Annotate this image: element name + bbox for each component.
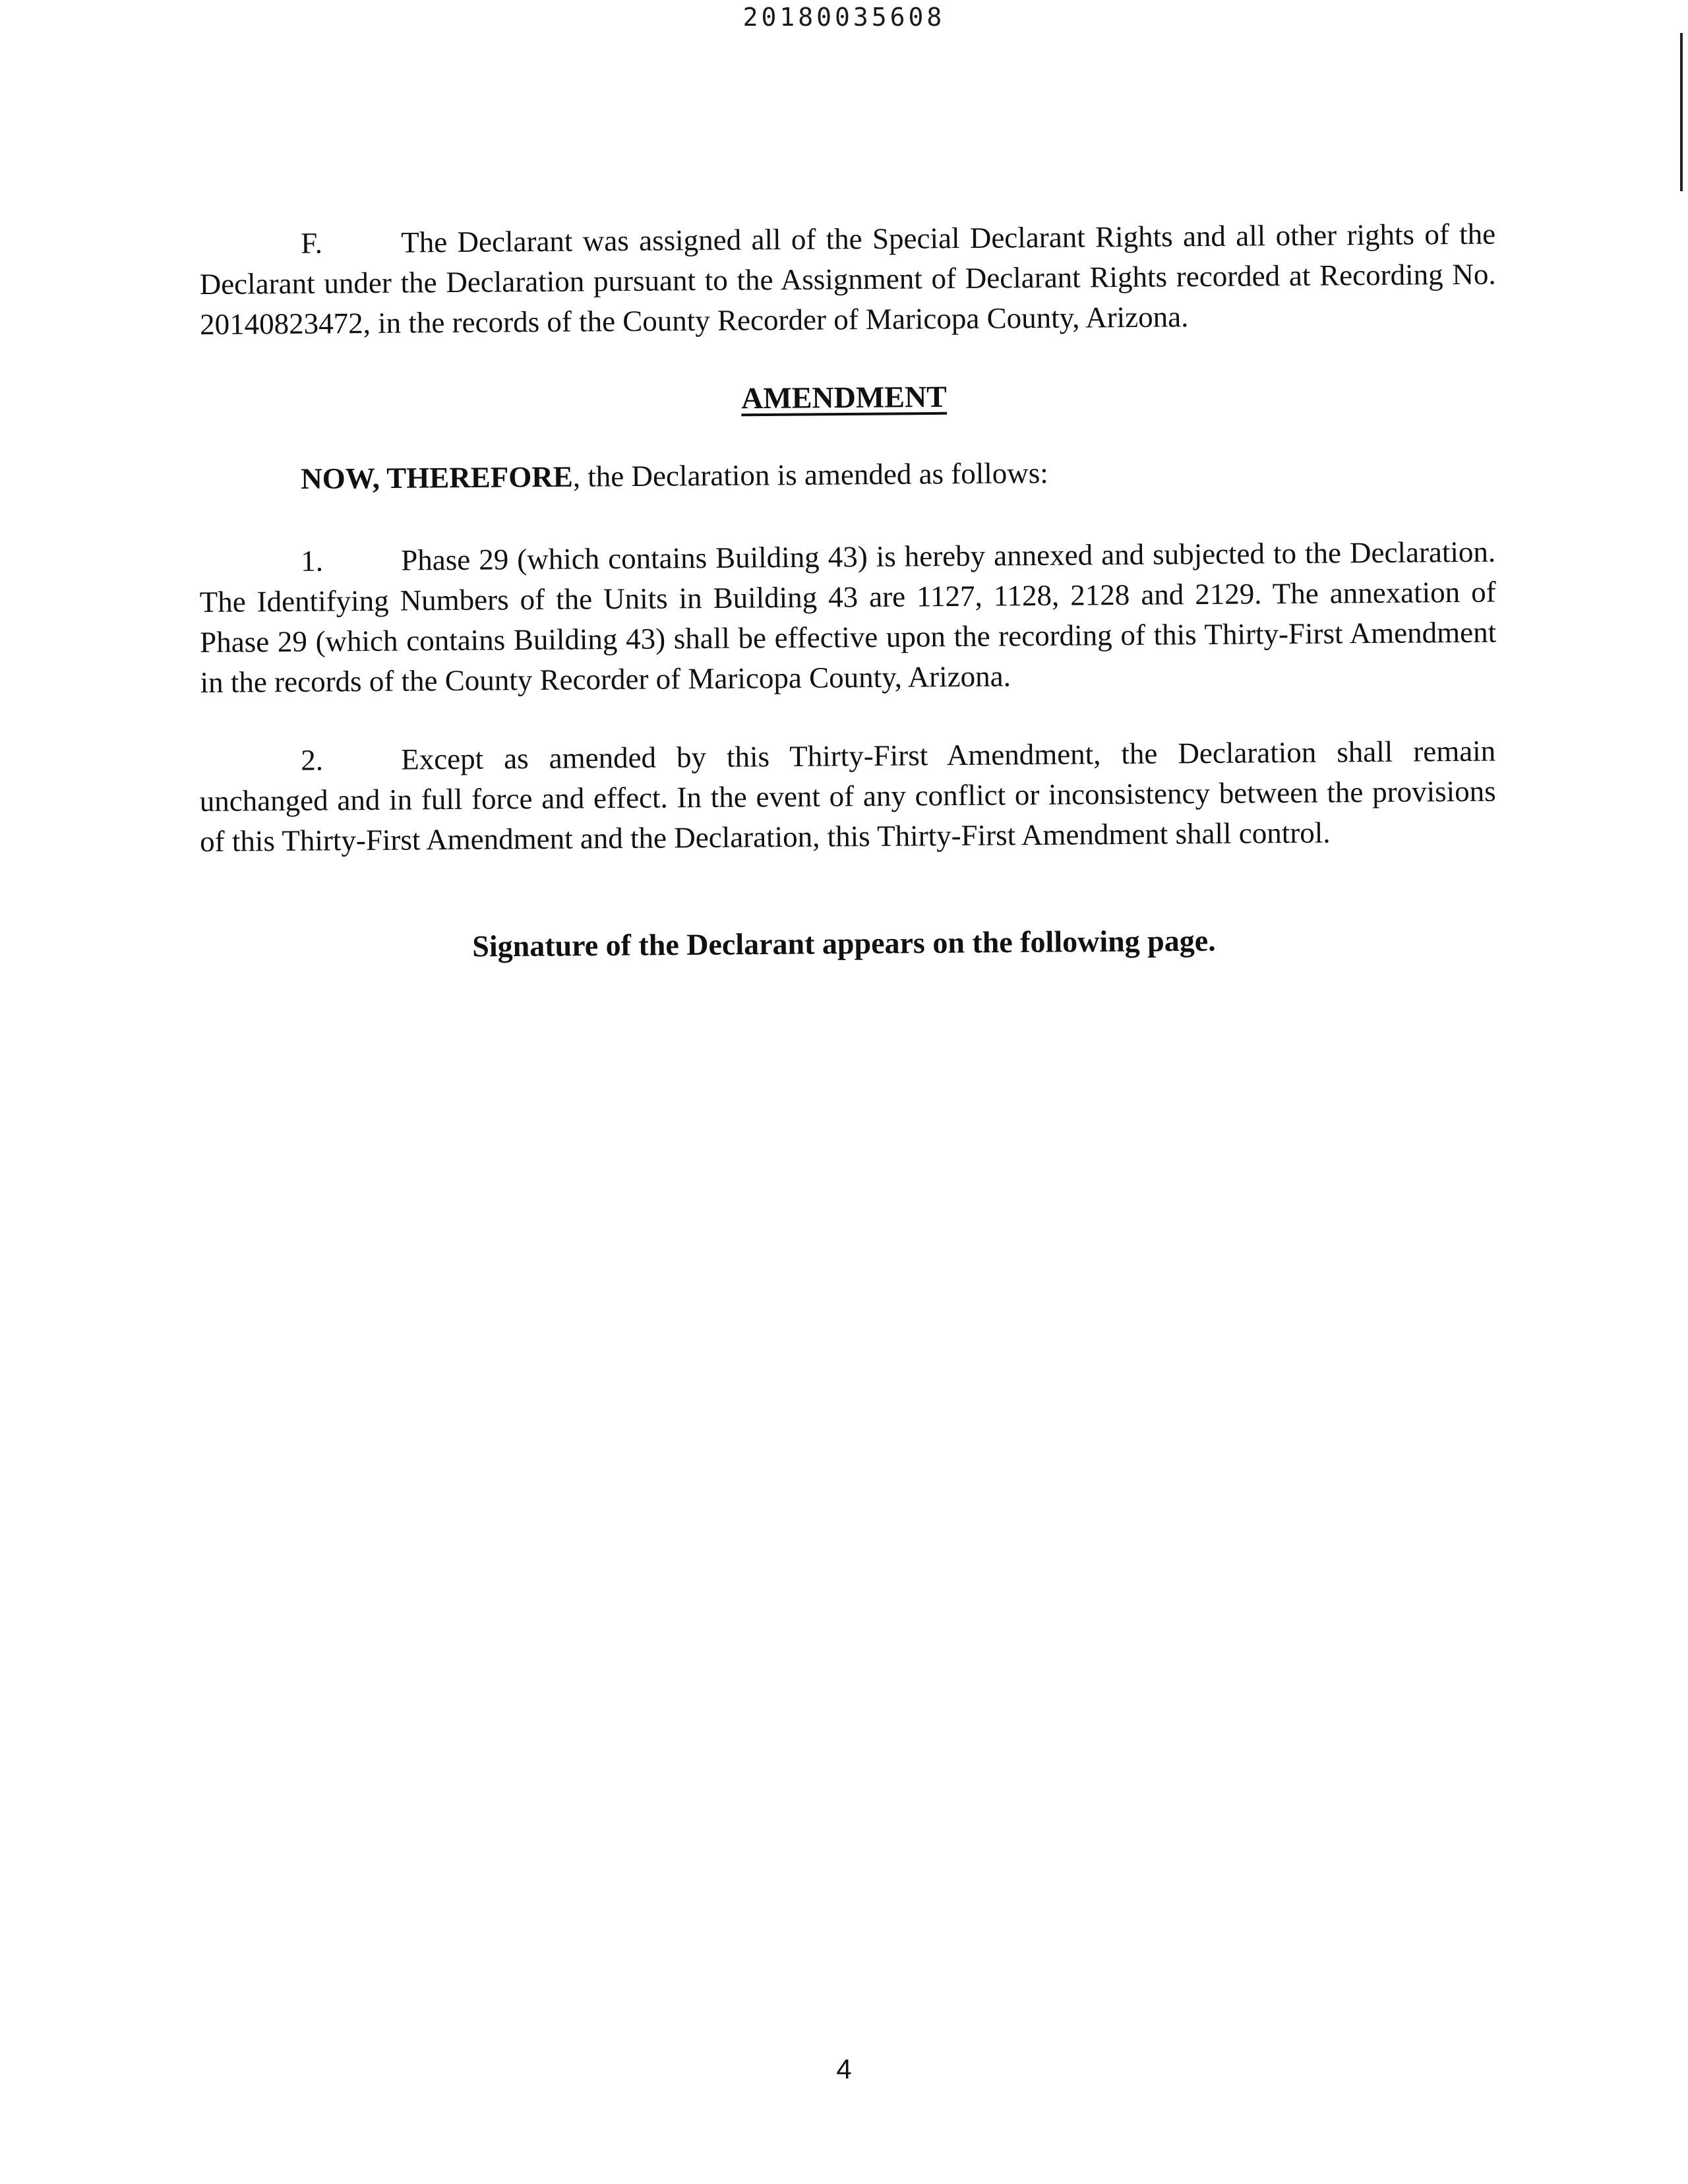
now-therefore-lead: NOW, THEREFORE: [301, 460, 573, 495]
page-number: 4: [836, 2053, 852, 2084]
paragraph-f-marker: F.: [301, 226, 323, 260]
signature-note: Signature of the Declarant appears on the following page.: [472, 923, 1216, 963]
recording-number: 20180035608: [742, 3, 946, 32]
item-1-text: Phase 29 (which contains Building 43) is hereby annexed and subjected to the Declaration. The Identifying Numbers of the Units in Building 43 are 1127, 1128, 2128 and 2129. The annexation of Phase 29 (which contains Building 43) shall be effective upon the recording of this Thirty-First Amendment in the records of the County Recorder of Maricopa County, Arizona.: [199, 535, 1497, 699]
item-1-marker: 1.: [301, 544, 324, 578]
amendment-item-1: [199, 532, 1497, 703]
amendment-heading: AMENDMENT: [740, 379, 948, 415]
item-2-marker: 2.: [301, 743, 324, 777]
now-therefore-rest: , the Declaration is amended as follows:: [572, 456, 1049, 493]
paragraph-f: [199, 214, 1496, 345]
amendment-item-2: [199, 731, 1496, 862]
paragraph-f-text: The Declarant was assigned all of the Special Declarant Rights and all other rights of the Declarant under the Declaration pursuant to the Assignment of Declarant Rights recorded at Recording No. 20140823472, in the records of the County Recorder of Maricopa County, Arizona.: [199, 217, 1496, 341]
scan-edge-mark: [1680, 33, 1683, 191]
now-therefore-line: [301, 456, 1048, 496]
item-2-text: Except as amended by this Thirty-First Amendment, the Declaration shall remain unchanged and in full force and effect. In the event of any conflict or inconsistency between the provisions of this Thirty-First Amendment and the Declaration, this Thirty-First Amendment shall control.: [199, 734, 1496, 858]
